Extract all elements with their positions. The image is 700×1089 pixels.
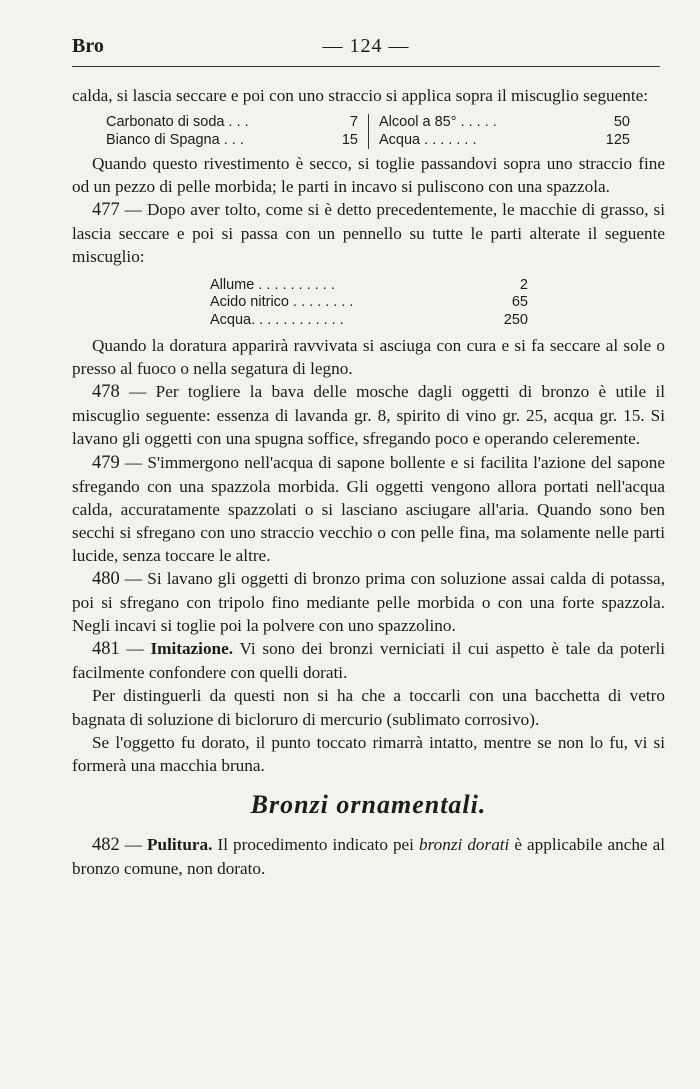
ingredient-name: Acqua. . . . . . . . . . . . — [210, 311, 344, 328]
ingredient-name: Acqua . . . . . . . — [379, 131, 477, 148]
section-dash: — — [119, 639, 151, 659]
section-text: Il procedimento indicato pei — [212, 834, 419, 854]
recipe-table-1-left — [106, 114, 358, 149]
section-text: Vi sono dei bronzi verniciati il cui aspetto è tale da poterli facilmente confondere con quelli dorati. — [72, 639, 666, 683]
section-text: — Si lavano gli oggetti di bronzo prima con soluzione assai calda di potassa, poi si sfregano con tripolo fino mediante pelle morbida o con una forte spazzola. Negli incavi si toglie poi la polvere con uno spazzolino. — [72, 569, 665, 636]
running-head: Bro — [72, 35, 104, 57]
section-480 — [72, 567, 665, 637]
ingredient-name: Alcool a 85° . . . . . — [379, 114, 497, 131]
section-number: 479 — [92, 452, 120, 473]
section-number: 480 — [92, 569, 120, 589]
section-text: — Dopo aver tolto, come si è detto precedentemente, le macchie di grasso, si lascia seccare e poi si passa con un pennello su tutte le parti alterate il seguente miscuglio: — [72, 200, 665, 267]
ingredient-name: Bianco di Spagna . . . — [106, 131, 244, 148]
section-text: — S'immergono nell'acqua di sapone bollente e si facilita l'azione del sapone sfregando con una spazzola morbida. Gli oggetti vengono allora portati nell'acqua calda, accuratamente spazzolati o si lasciano asciugare all'aria. Quando sono ben secchi si sfregano con uno straccio vecchio o con pelle fina, ma solamente nelle parti lucide, senza toccare le altre. — [72, 452, 665, 565]
header-rule — [72, 66, 660, 67]
table-divider — [368, 114, 369, 149]
recipe-row — [106, 114, 358, 132]
section-dash: — — [119, 834, 148, 854]
section-number: 481 — [92, 639, 120, 660]
ingredient-name: Acido nitrico . . . . . . . . — [210, 294, 354, 311]
page-number: — 124 — — [322, 35, 410, 57]
ingredient-qty: 2 — [519, 276, 528, 293]
ingredient-qty: 65 — [511, 294, 528, 311]
section-482 — [72, 833, 665, 880]
ingredient-qty: 125 — [605, 131, 630, 148]
page-header — [72, 35, 660, 59]
paragraph-intro: calda, si lascia seccare e poi con uno straccio si applica sopra il miscuglio seguente: — [72, 86, 649, 105]
recipe-row — [379, 132, 630, 150]
section-heading: Bronzi ornamentali. — [250, 789, 487, 819]
paragraph-oggetto: Se l'oggetto fu dorato, il punto toccato rimarrà intatto, mentre se non lo fu, vi si formerà una macchia bruna. — [72, 732, 665, 775]
paragraph-distinguerli: Per distinguerli da questi non si ha che a toccarli con una bacchetta di vetro bagnata di soluzione di bicloruro di mercurio (sublimato corrosivo). — [72, 686, 665, 729]
section-481 — [72, 637, 665, 684]
recipe-table-1 — [106, 114, 631, 149]
recipe-row — [210, 294, 528, 312]
recipe-row — [379, 114, 630, 132]
paragraph-quando: Quando questo rivestimento è secco, si toglie passandovi sopra uno straccio fine od un pezzo di pelle morbida; le parti in incavo si puliscono con una spazzola. — [72, 154, 665, 197]
page-body — [72, 84, 665, 880]
ingredient-name: Allume . . . . . . . . . . — [210, 276, 335, 293]
ingredient-qty: 250 — [503, 311, 528, 328]
section-title: Imitazione. — [150, 639, 234, 659]
section-477 — [72, 198, 665, 268]
paragraph-doratura: Quando la doratura apparirà ravvivata si asciuga con cura e si fa seccare al sole o presso al fuoco o nella segatura di legno. — [72, 336, 665, 379]
recipe-table-1-right — [379, 114, 630, 149]
section-italic-text: bronzi dorati — [418, 834, 510, 854]
section-478 — [72, 380, 665, 450]
recipe-row — [210, 312, 528, 330]
section-479 — [72, 451, 665, 567]
ingredient-qty: 15 — [341, 131, 358, 148]
section-text: — Per togliere la bava delle mosche dagli oggetti di bronzo è utile il miscuglio seguente: essenza di lavanda gr. 8, spirito di vino gr. 25, acqua gr. 15. Si lavano gli oggetti con una spugna soffice, sfregando poco e operando celeremente. — [72, 382, 665, 449]
section-number: 478 — [92, 382, 120, 403]
ingredient-qty: 50 — [613, 114, 630, 131]
ingredient-name: Carbonato di soda . . . — [106, 114, 249, 131]
recipe-row — [106, 132, 358, 150]
section-number: 482 — [92, 834, 120, 855]
recipe-row — [210, 277, 528, 295]
recipe-table-2 — [210, 277, 528, 330]
section-title: Pulitura. — [147, 834, 213, 854]
ingredient-qty: 7 — [349, 114, 358, 131]
section-text: è applicabile anche al bronzo comune, non dorato. — [72, 834, 665, 878]
section-number: 477 — [92, 200, 120, 221]
